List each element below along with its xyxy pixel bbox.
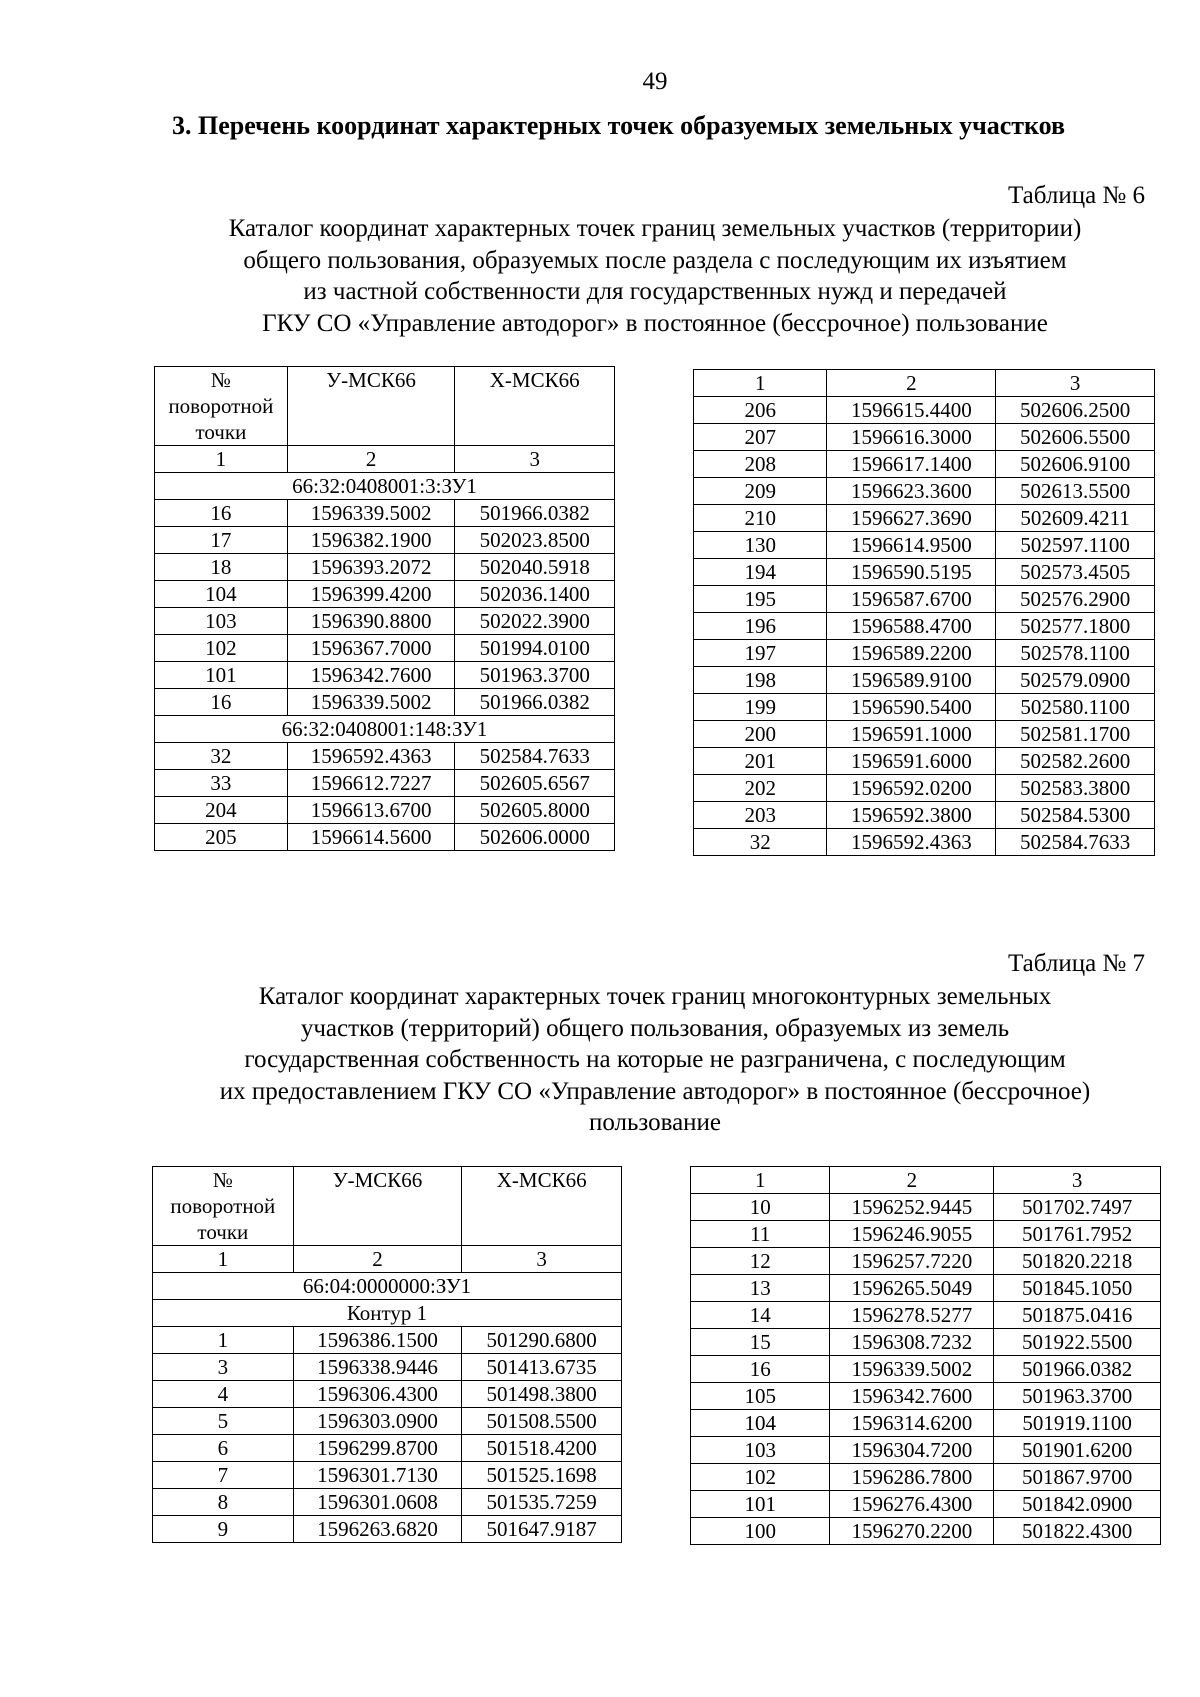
column-number: 1: [691, 1167, 830, 1194]
x-coordinate-cell: 502605.8000: [455, 797, 615, 824]
x-coordinate-cell: 501867.9700: [994, 1464, 1161, 1491]
group-label: Контур 1: [153, 1300, 622, 1327]
y-coordinate-cell: 1596257.7220: [830, 1248, 994, 1275]
y-coordinate-cell: 1596623.3600: [827, 478, 996, 505]
table-row: [155, 770, 615, 797]
point-header-line: поворотной: [170, 1194, 276, 1218]
x-coordinate-cell: 502573.4505: [996, 559, 1155, 586]
x-coordinate-cell: 502606.5500: [996, 424, 1155, 451]
table-row: [694, 829, 1155, 856]
x-coordinate-cell: 502606.9100: [996, 451, 1155, 478]
table-row: [694, 748, 1155, 775]
table-row: [153, 1354, 622, 1381]
y-coordinate-cell: 1596301.0608: [293, 1489, 462, 1516]
point-header-line: точки: [195, 420, 247, 444]
point-number-cell: 103: [155, 608, 288, 635]
column-number: 3: [455, 446, 615, 473]
y-coordinate-cell: 1596399.4200: [287, 581, 455, 608]
x-coordinate-cell: 502584.7633: [455, 743, 615, 770]
y-coordinate-cell: 1596588.4700: [827, 613, 996, 640]
table7-left-body: [153, 1167, 622, 1543]
table-row: [691, 1383, 1161, 1410]
table6-left: [154, 366, 615, 851]
group-label: 66:04:0000000:ЗУ1: [153, 1273, 622, 1300]
x-coordinate-cell: 501508.5500: [462, 1408, 622, 1435]
table-row: [691, 1302, 1161, 1329]
x-coordinate-cell: 502606.2500: [996, 397, 1155, 424]
table-row: [691, 1356, 1161, 1383]
caption-line: Каталог координат характерных точек границ земельных участков (территории): [228, 215, 1082, 242]
y-coordinate-cell: 1596627.3690: [827, 505, 996, 532]
point-number-cell: 15: [691, 1329, 830, 1356]
y-coordinate-cell: 1596339.5002: [287, 689, 455, 716]
y-coordinate-cell: 1596592.3800: [827, 802, 996, 829]
table-row: [694, 397, 1155, 424]
point-number-cell: 10: [691, 1194, 830, 1221]
group-row: [153, 1300, 622, 1327]
point-number-cell: 204: [155, 797, 288, 824]
table-row: [691, 1410, 1161, 1437]
caption-line: из частной собственности для государственных нужд и передачей: [303, 278, 1007, 305]
table-row: [694, 667, 1155, 694]
point-number-cell: 11: [691, 1221, 830, 1248]
x-coordinate-cell: 502040.5918: [455, 554, 615, 581]
y-coordinate-cell: 1596306.4300: [293, 1381, 462, 1408]
x-coordinate-cell: 501761.7952: [994, 1221, 1161, 1248]
column-number: 2: [293, 1246, 462, 1273]
point-number-cell: 194: [694, 559, 827, 586]
y-coordinate-cell: 1596342.7600: [287, 662, 455, 689]
x-coordinate-cell: 502578.1100: [996, 640, 1155, 667]
y-coordinate-cell: 1596592.0200: [827, 775, 996, 802]
y-coordinate-cell: 1596314.6200: [830, 1410, 994, 1437]
group-row: [155, 473, 615, 500]
point-number-cell: 16: [155, 689, 288, 716]
table7-label: Таблица № 7: [1008, 950, 1146, 977]
table-row: [155, 527, 615, 554]
table-row: [694, 559, 1155, 586]
table-row: [155, 581, 615, 608]
y-coordinate-cell: 1596270.2200: [830, 1518, 994, 1545]
point-number-cell: 102: [691, 1464, 830, 1491]
point-number-cell: 14: [691, 1302, 830, 1329]
point-number-cell: 200: [694, 721, 827, 748]
column-number: 3: [996, 370, 1155, 397]
y-coordinate-cell: 1596616.3000: [827, 424, 996, 451]
y-coordinate-cell: 1596265.5049: [830, 1275, 994, 1302]
x-coordinate-cell: 502036.1400: [455, 581, 615, 608]
x-coordinate-cell: 502606.0000: [455, 824, 615, 851]
table7-left: [152, 1166, 622, 1543]
x-coordinate-cell: 502582.2600: [996, 748, 1155, 775]
table-row: [691, 1464, 1161, 1491]
x-coordinate-cell: 502583.3800: [996, 775, 1155, 802]
point-header-line: точки: [197, 1220, 249, 1244]
y-coordinate-cell: 1596590.5400: [827, 694, 996, 721]
point-number-cell: 105: [691, 1383, 830, 1410]
table-row: [694, 613, 1155, 640]
point-number-cell: 8: [153, 1489, 294, 1516]
table-row: [694, 424, 1155, 451]
y-coordinate-cell: 1596304.7200: [830, 1437, 994, 1464]
point-number-cell: 207: [694, 424, 827, 451]
table-row: [153, 1381, 622, 1408]
header-row: [155, 367, 615, 446]
point-number-cell: 102: [155, 635, 288, 662]
point-number-cell: 104: [691, 1410, 830, 1437]
x-coordinate-cell: 502584.7633: [996, 829, 1155, 856]
table-row: [155, 500, 615, 527]
table-row: [691, 1329, 1161, 1356]
table-row: [153, 1327, 622, 1354]
x-coordinate-cell: 501963.3700: [455, 662, 615, 689]
point-number-cell: 201: [694, 748, 827, 775]
column-number: 2: [287, 446, 455, 473]
column-number: 1: [153, 1246, 294, 1273]
x-coordinate-cell: 502577.1800: [996, 613, 1155, 640]
x-coordinate-cell: 501901.6200: [994, 1437, 1161, 1464]
table-row: [691, 1437, 1161, 1464]
column-number: 3: [462, 1246, 622, 1273]
point-number-cell: 9: [153, 1516, 294, 1543]
x-coordinate-cell: 502023.8500: [455, 527, 615, 554]
y-coordinate-cell: 1596386.1500: [293, 1327, 462, 1354]
table-row: [155, 635, 615, 662]
x-coordinate-cell: 501966.0382: [455, 689, 615, 716]
table-row: [153, 1516, 622, 1543]
point-header-line: №: [210, 368, 231, 392]
table-row: [153, 1408, 622, 1435]
point-number-cell: 104: [155, 581, 288, 608]
caption-line: ГКУ СО «Управление автодорог» в постоянное (бессрочное) пользование: [262, 309, 1048, 337]
x-coordinate-cell: 501525.1698: [462, 1462, 622, 1489]
table-row: [691, 1221, 1161, 1248]
x-coordinate-cell: 502605.6567: [455, 770, 615, 797]
table-row: [153, 1489, 622, 1516]
table6-label: Таблица № 6: [1008, 182, 1146, 209]
x-coordinate-cell: 501842.0900: [994, 1491, 1161, 1518]
x-coordinate-cell: 501966.0382: [455, 500, 615, 527]
x-coordinate-cell: 502581.1700: [996, 721, 1155, 748]
point-number-cell: 203: [694, 802, 827, 829]
y-coordinate-cell: 1596393.2072: [287, 554, 455, 581]
table-row: [155, 689, 615, 716]
point-number-cell: 13: [691, 1275, 830, 1302]
y-coordinate-cell: 1596617.1400: [827, 451, 996, 478]
x-coordinate-cell: 501535.7259: [462, 1489, 622, 1516]
x-coordinate-cell: 501919.1100: [994, 1410, 1161, 1437]
y-coordinate-cell: 1596615.4400: [827, 397, 996, 424]
point-number-cell: 12: [691, 1248, 830, 1275]
y-coordinate-cell: 1596591.6000: [827, 748, 996, 775]
x-coordinate-cell: 502609.4211: [996, 505, 1155, 532]
y-coordinate-cell: 1596303.0900: [293, 1408, 462, 1435]
y-coordinate-cell: 1596589.9100: [827, 667, 996, 694]
table-row: [694, 802, 1155, 829]
x-coordinate-cell: 501647.9187: [462, 1516, 622, 1543]
y-coordinate-cell: 1596592.4363: [827, 829, 996, 856]
point-number-cell: 16: [691, 1356, 830, 1383]
table6-left-body: [155, 367, 615, 851]
y-coordinate-cell: 1596252.9445: [830, 1194, 994, 1221]
page-number: 49: [642, 68, 668, 95]
y-header: У-МСК66: [287, 367, 455, 446]
point-number-cell: 33: [155, 770, 288, 797]
point-header-line: №: [212, 1168, 233, 1192]
x-coordinate-cell: 501498.3800: [462, 1381, 622, 1408]
y-coordinate-cell: 1596342.7600: [830, 1383, 994, 1410]
x-header: Х-МСК66: [455, 367, 615, 446]
point-number-cell: 197: [694, 640, 827, 667]
column-number-row: [691, 1167, 1161, 1194]
caption-line: государственная собственность на которые не разграничена, с последующим: [244, 1046, 1066, 1073]
table6-right: [693, 369, 1155, 856]
point-number-cell: 195: [694, 586, 827, 613]
caption-line: пользование: [588, 1109, 722, 1136]
x-coordinate-cell: 502579.0900: [996, 667, 1155, 694]
table-row: [691, 1194, 1161, 1221]
header-row: [153, 1167, 622, 1246]
point-number-cell: 32: [694, 829, 827, 856]
x-coordinate-cell: 501518.4200: [462, 1435, 622, 1462]
y-coordinate-cell: 1596587.6700: [827, 586, 996, 613]
point-header: [155, 367, 288, 446]
section-heading: 3. Перечень координат характерных точек образуемых земельных участков: [172, 111, 1066, 140]
column-number: 1: [155, 446, 288, 473]
table-row: [155, 662, 615, 689]
table-row: [694, 775, 1155, 802]
x-coordinate-cell: 501820.2218: [994, 1248, 1161, 1275]
point-number-cell: 199: [694, 694, 827, 721]
table-row: [155, 797, 615, 824]
point-number-cell: 210: [694, 505, 827, 532]
y-coordinate-cell: 1596263.6820: [293, 1516, 462, 1543]
y-coordinate-cell: 1596276.4300: [830, 1491, 994, 1518]
point-number-cell: 198: [694, 667, 827, 694]
group-row: [155, 716, 615, 743]
group-row: [153, 1273, 622, 1300]
x-coordinate-cell: 502576.2900: [996, 586, 1155, 613]
point-number-cell: 1: [153, 1327, 294, 1354]
point-number-cell: 100: [691, 1518, 830, 1545]
point-number-cell: 3: [153, 1354, 294, 1381]
table-row: [153, 1435, 622, 1462]
table-row: [694, 532, 1155, 559]
point-number-cell: 32: [155, 743, 288, 770]
y-coordinate-cell: 1596590.5195: [827, 559, 996, 586]
table-row: [694, 478, 1155, 505]
point-header: [153, 1167, 294, 1246]
y-coordinate-cell: 1596286.7800: [830, 1464, 994, 1491]
y-coordinate-cell: 1596390.8800: [287, 608, 455, 635]
x-coordinate-cell: 502613.5500: [996, 478, 1155, 505]
table-row: [691, 1518, 1161, 1545]
point-number-cell: 5: [153, 1408, 294, 1435]
caption-line: участков (территорий) общего пользования, образуемых из земель: [300, 1014, 1010, 1042]
y-coordinate-cell: 1596339.5002: [830, 1356, 994, 1383]
y-coordinate-cell: 1596614.5600: [287, 824, 455, 851]
point-number-cell: 6: [153, 1435, 294, 1462]
table-row: [694, 640, 1155, 667]
y-coordinate-cell: 1596612.7227: [287, 770, 455, 797]
point-number-cell: 196: [694, 613, 827, 640]
point-number-cell: 7: [153, 1462, 294, 1489]
column-number-row: [153, 1246, 622, 1273]
table-row: [691, 1275, 1161, 1302]
x-coordinate-cell: 501922.5500: [994, 1329, 1161, 1356]
y-coordinate-cell: 1596382.1900: [287, 527, 455, 554]
y-header: У-МСК66: [293, 1167, 462, 1246]
x-coordinate-cell: 501963.3700: [994, 1383, 1161, 1410]
table7-right: [690, 1166, 1161, 1545]
caption-line: общего пользования, образуемых после раздела с последующим их изъятием: [243, 246, 1067, 274]
y-coordinate-cell: 1596308.7232: [830, 1329, 994, 1356]
column-number: 2: [827, 370, 996, 397]
y-coordinate-cell: 1596301.7130: [293, 1462, 462, 1489]
point-number-cell: 202: [694, 775, 827, 802]
table-row: [694, 694, 1155, 721]
y-coordinate-cell: 1596278.5277: [830, 1302, 994, 1329]
table-row: [155, 554, 615, 581]
x-coordinate-cell: 501994.0100: [455, 635, 615, 662]
x-coordinate-cell: 501413.6735: [462, 1354, 622, 1381]
point-header-line: поворотной: [168, 394, 274, 418]
point-number-cell: 18: [155, 554, 288, 581]
x-coordinate-cell: 501966.0382: [994, 1356, 1161, 1383]
point-number-cell: 17: [155, 527, 288, 554]
column-number: 3: [994, 1167, 1161, 1194]
caption-line: Каталог координат характерных точек границ многоконтурных земельных: [258, 983, 1052, 1010]
x-coordinate-cell: 501290.6800: [462, 1327, 622, 1354]
column-number: 2: [830, 1167, 994, 1194]
y-coordinate-cell: 1596591.1000: [827, 721, 996, 748]
x-coordinate-cell: 501822.4300: [994, 1518, 1161, 1545]
point-number-cell: 101: [155, 662, 288, 689]
table-row: [694, 451, 1155, 478]
table-row: [694, 721, 1155, 748]
table6-right-body: [694, 370, 1155, 856]
table-row: [694, 505, 1155, 532]
column-number: 1: [694, 370, 827, 397]
point-number-cell: 130: [694, 532, 827, 559]
x-coordinate-cell: 502584.5300: [996, 802, 1155, 829]
point-number-cell: 101: [691, 1491, 830, 1518]
table7-caption: [0, 981, 1200, 1139]
x-coordinate-cell: 502597.1100: [996, 532, 1155, 559]
y-coordinate-cell: 1596246.9055: [830, 1221, 994, 1248]
x-coordinate-cell: 501702.7497: [994, 1194, 1161, 1221]
point-number-cell: 206: [694, 397, 827, 424]
y-coordinate-cell: 1596338.9446: [293, 1354, 462, 1381]
table-row: [694, 586, 1155, 613]
x-header: Х-МСК66: [462, 1167, 622, 1246]
y-coordinate-cell: 1596589.2200: [827, 640, 996, 667]
point-number-cell: 4: [153, 1381, 294, 1408]
x-coordinate-cell: 501845.1050: [994, 1275, 1161, 1302]
point-number-cell: 16: [155, 500, 288, 527]
group-label: 66:32:0408001:148:ЗУ1: [155, 716, 615, 743]
table-row: [691, 1248, 1161, 1275]
table6-caption: [0, 213, 1200, 339]
y-coordinate-cell: 1596614.9500: [827, 532, 996, 559]
point-number-cell: 209: [694, 478, 827, 505]
point-number-cell: 208: [694, 451, 827, 478]
table-row: [155, 743, 615, 770]
table-row: [153, 1462, 622, 1489]
x-coordinate-cell: 502580.1100: [996, 694, 1155, 721]
y-coordinate-cell: 1596592.4363: [287, 743, 455, 770]
table-row: [155, 608, 615, 635]
y-coordinate-cell: 1596613.6700: [287, 797, 455, 824]
group-label: 66:32:0408001:3:ЗУ1: [155, 473, 615, 500]
x-coordinate-cell: 502022.3900: [455, 608, 615, 635]
table-row: [155, 824, 615, 851]
y-coordinate-cell: 1596299.8700: [293, 1435, 462, 1462]
y-coordinate-cell: 1596367.7000: [287, 635, 455, 662]
table-row: [691, 1491, 1161, 1518]
table7-right-body: [691, 1167, 1161, 1545]
point-number-cell: 103: [691, 1437, 830, 1464]
caption-line: их предоставлением ГКУ СО «Управление автодорог» в постоянное (бессрочное): [219, 1077, 1091, 1105]
column-number-row: [694, 370, 1155, 397]
column-number-row: [155, 446, 615, 473]
point-number-cell: 205: [155, 824, 288, 851]
y-coordinate-cell: 1596339.5002: [287, 500, 455, 527]
x-coordinate-cell: 501875.0416: [994, 1302, 1161, 1329]
